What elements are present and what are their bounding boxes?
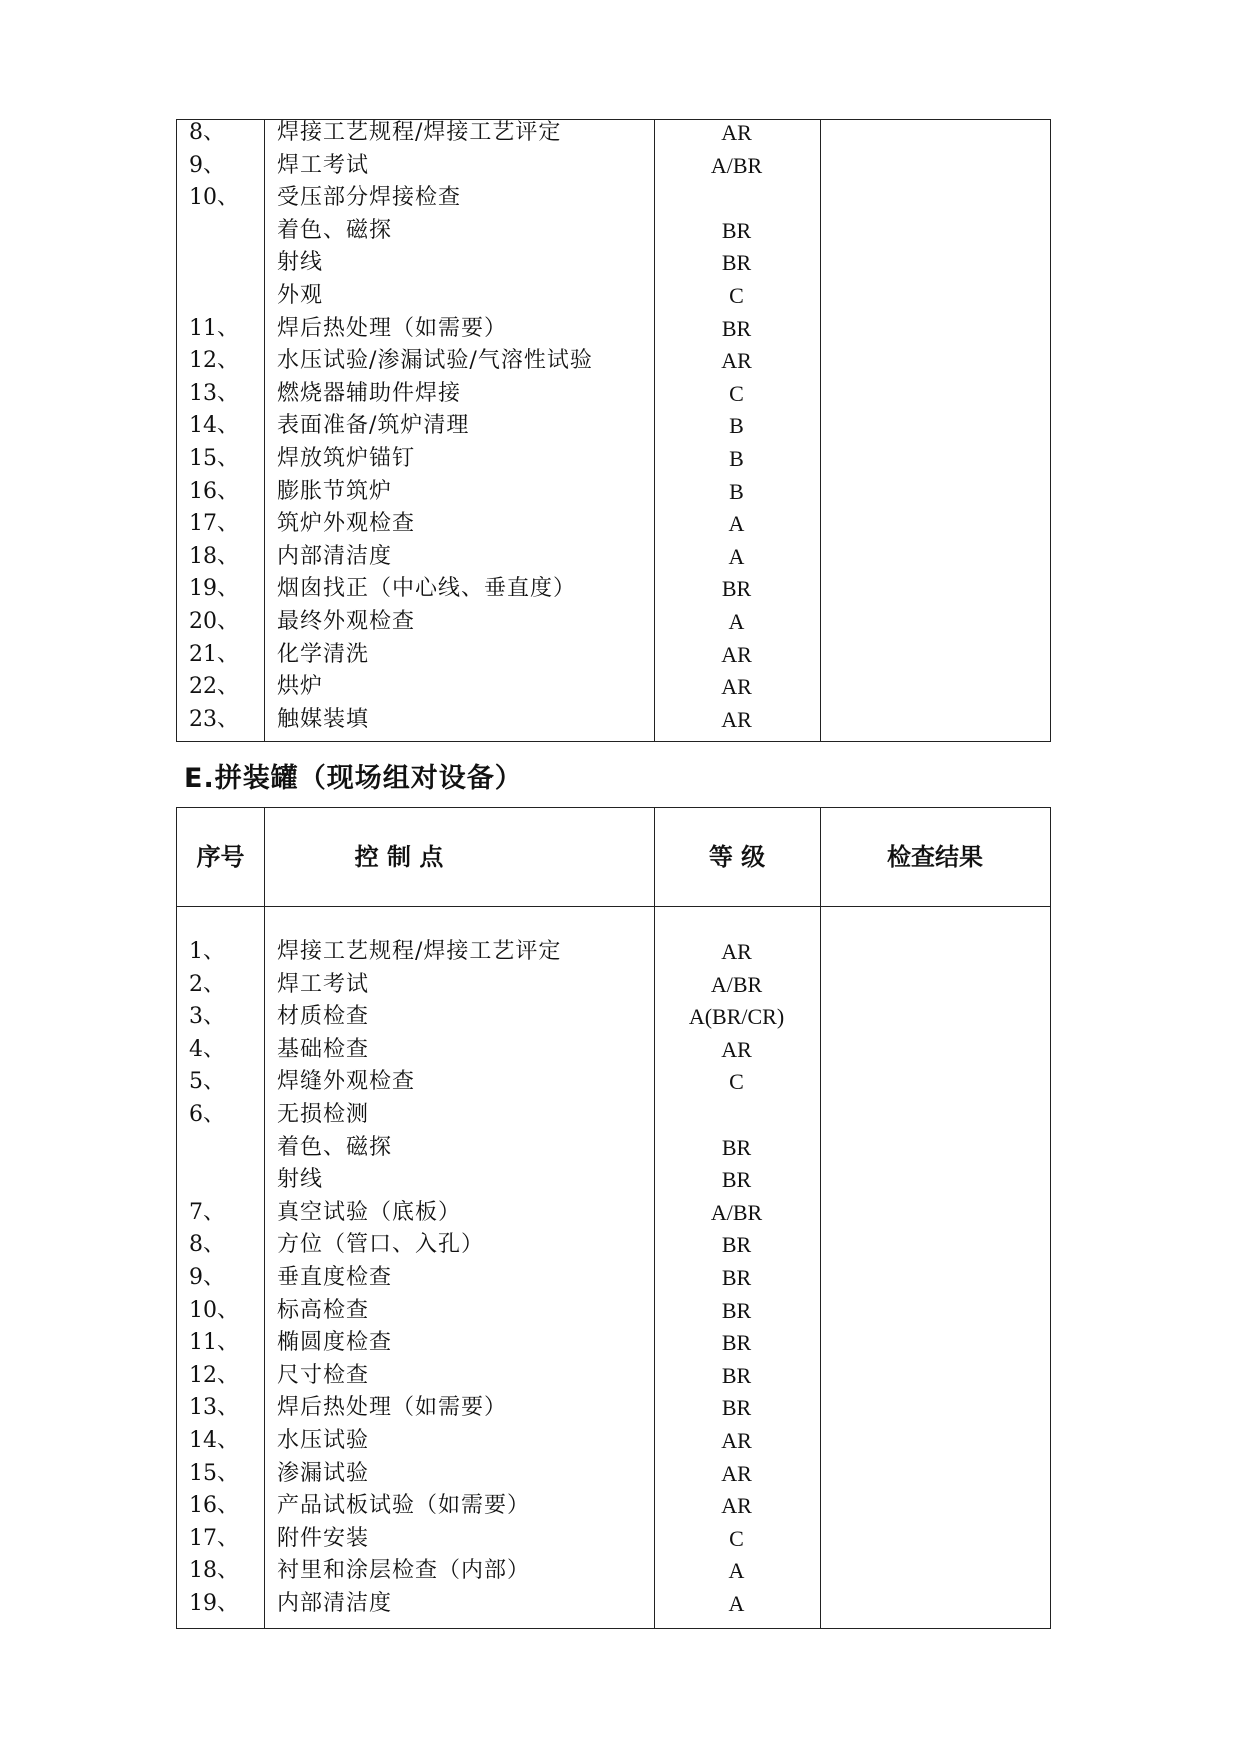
row-control-point: 衬里和涂层检查（内部） bbox=[277, 1558, 531, 1584]
row-grade: A/BR bbox=[710, 971, 763, 997]
row-control-point: 水压试验 bbox=[277, 1428, 370, 1453]
row-number: 5、 bbox=[189, 1069, 225, 1095]
table-row bbox=[177, 1229, 1050, 1262]
row-number: 15、 bbox=[189, 1460, 239, 1486]
row-grade: AR bbox=[721, 674, 752, 700]
row-grade: AR bbox=[721, 706, 752, 732]
table-row bbox=[177, 476, 1050, 509]
row-number: 8、 bbox=[189, 120, 225, 145]
table-row bbox=[177, 1425, 1050, 1458]
table-row bbox=[177, 1490, 1050, 1523]
row-control-point: 化学清洗 bbox=[277, 641, 370, 667]
row-grade: A/BR bbox=[710, 1199, 763, 1225]
row-control-point: 焊工考试 bbox=[277, 152, 370, 178]
row-control-point: 焊后热处理（如需要） bbox=[277, 1395, 508, 1421]
row-grade: BR bbox=[721, 1265, 752, 1290]
row-number: 14、 bbox=[189, 413, 239, 439]
row-control-point: 标高检查 bbox=[277, 1297, 370, 1323]
row-control-point: 椭圆度检查 bbox=[277, 1330, 393, 1356]
row-grade: C bbox=[729, 283, 744, 308]
row-grade: BR bbox=[721, 1362, 752, 1388]
row-grade: BR bbox=[721, 1395, 752, 1421]
row-number: 6、 bbox=[189, 1102, 225, 1127]
table-row bbox=[177, 1132, 1050, 1165]
row-control-point: 筑炉外观检查 bbox=[277, 511, 416, 537]
row-grade: A bbox=[728, 1591, 745, 1616]
row-control-point: 焊放筑炉锚钉 bbox=[277, 446, 416, 471]
table-row bbox=[177, 1066, 1050, 1099]
table-row bbox=[177, 606, 1050, 639]
row-number: 9、 bbox=[189, 152, 225, 178]
row-number: 12、 bbox=[189, 1362, 239, 1388]
row-number: 12、 bbox=[189, 348, 239, 374]
row-grade: AR bbox=[721, 348, 752, 374]
table-row bbox=[177, 573, 1050, 606]
row-control-point: 射线 bbox=[277, 1167, 324, 1193]
row-number: 11、 bbox=[189, 315, 239, 341]
row-number: 8、 bbox=[189, 1232, 225, 1258]
row-grade: AR bbox=[721, 1036, 752, 1062]
row-number: 4、 bbox=[189, 1036, 225, 1062]
table-row bbox=[177, 1360, 1050, 1393]
row-control-point: 表面准备/筑炉清理 bbox=[277, 413, 470, 439]
table-row bbox=[177, 936, 1050, 969]
row-number: 15、 bbox=[189, 446, 239, 471]
row-control-point: 受压部分焊接检查 bbox=[277, 185, 462, 211]
row-number: 23、 bbox=[189, 706, 239, 732]
row-control-point: 焊后热处理（如需要） bbox=[277, 315, 508, 341]
row-grade: AR bbox=[721, 1428, 752, 1453]
row-grade: AR bbox=[721, 641, 752, 667]
table-row bbox=[177, 247, 1050, 280]
row-control-point: 无损检测 bbox=[277, 1102, 370, 1127]
row-grade: BR bbox=[721, 576, 752, 602]
table-row bbox=[177, 1523, 1050, 1556]
table-row bbox=[177, 1034, 1050, 1067]
table-row bbox=[177, 1295, 1050, 1328]
table-row bbox=[177, 1458, 1050, 1491]
table-row bbox=[177, 541, 1050, 574]
row-grade: B bbox=[729, 478, 744, 504]
row-number: 10、 bbox=[189, 185, 239, 211]
row-grade: BR bbox=[721, 1167, 752, 1193]
row-grade: B bbox=[729, 446, 744, 471]
row-control-point: 基础检查 bbox=[277, 1036, 370, 1062]
inspection-table-assembled-tanks bbox=[176, 807, 1051, 1629]
row-grade: BR bbox=[721, 1297, 752, 1323]
row-number: 18、 bbox=[189, 543, 239, 569]
row-number: 13、 bbox=[189, 1395, 239, 1421]
row-control-point: 真空试验（底板） bbox=[277, 1199, 462, 1225]
table-row bbox=[177, 639, 1050, 672]
row-number: 7、 bbox=[189, 1199, 225, 1225]
row-number: 11、 bbox=[189, 1330, 239, 1356]
table-row bbox=[177, 443, 1050, 476]
row-number: 1、 bbox=[189, 939, 225, 964]
row-number: 14、 bbox=[189, 1428, 239, 1453]
table-row bbox=[177, 182, 1050, 215]
row-grade: A/BR bbox=[710, 152, 763, 178]
row-control-point: 烘炉 bbox=[277, 674, 324, 700]
row-grade: BR bbox=[721, 217, 752, 243]
table-row bbox=[177, 117, 1050, 150]
row-number: 17、 bbox=[189, 511, 239, 537]
row-grade: B bbox=[729, 413, 744, 439]
row-control-point: 渗漏试验 bbox=[277, 1460, 370, 1486]
row-number: 17、 bbox=[189, 1525, 239, 1551]
row-grade: BR bbox=[721, 250, 752, 276]
row-control-point: 焊工考试 bbox=[277, 971, 370, 997]
table-row bbox=[177, 969, 1050, 1002]
row-number: 9、 bbox=[189, 1265, 225, 1290]
table-row bbox=[177, 313, 1050, 346]
row-control-point: 水压试验/渗漏试验/气溶性试验 bbox=[277, 348, 593, 374]
table-row bbox=[177, 508, 1050, 541]
row-number: 10、 bbox=[189, 1297, 239, 1323]
row-number: 16、 bbox=[189, 478, 239, 504]
row-number: 21、 bbox=[189, 641, 239, 667]
row-control-point: 触媒装填 bbox=[277, 706, 370, 732]
row-grade: AR bbox=[721, 939, 752, 964]
row-control-point: 着色、磁探 bbox=[277, 1134, 393, 1160]
header-num: 序号 bbox=[196, 843, 245, 871]
row-number: 3、 bbox=[189, 1004, 225, 1030]
table-row bbox=[177, 671, 1050, 704]
row-grade: C bbox=[729, 1525, 744, 1551]
row-control-point: 内部清洁度 bbox=[277, 1591, 393, 1616]
table-row bbox=[177, 1555, 1050, 1588]
inspection-table-continued bbox=[176, 119, 1051, 742]
row-number: 19、 bbox=[189, 576, 239, 602]
row-grade: BR bbox=[721, 1232, 752, 1258]
row-number: 16、 bbox=[189, 1493, 239, 1519]
table-row bbox=[177, 1197, 1050, 1230]
row-grade: A bbox=[728, 511, 745, 537]
row-control-point: 膨胀节筑炉 bbox=[277, 478, 393, 504]
row-grade: A bbox=[728, 609, 745, 634]
table-row bbox=[177, 280, 1050, 313]
table-row bbox=[177, 1099, 1050, 1132]
row-grade: C bbox=[729, 380, 744, 406]
row-grade: A(BR/CR) bbox=[688, 1004, 785, 1030]
table-row bbox=[177, 1001, 1050, 1034]
table-header bbox=[177, 808, 1050, 907]
row-control-point: 附件安装 bbox=[277, 1525, 370, 1551]
row-number: 22、 bbox=[189, 674, 239, 700]
table-row bbox=[177, 1392, 1050, 1425]
table-row bbox=[177, 1262, 1050, 1295]
header-result: 检查结果 bbox=[887, 843, 983, 871]
row-control-point: 外观 bbox=[277, 283, 324, 308]
row-control-point: 射线 bbox=[277, 250, 324, 276]
row-number: 13、 bbox=[189, 380, 239, 406]
table-row bbox=[177, 345, 1050, 378]
row-grade: A bbox=[728, 543, 745, 569]
row-grade: BR bbox=[721, 1330, 752, 1356]
table-row bbox=[177, 378, 1050, 411]
row-grade: BR bbox=[721, 315, 752, 341]
row-control-point: 焊接工艺规程/焊接工艺评定 bbox=[277, 120, 562, 145]
row-control-point: 烟囱找正（中心线、垂直度） bbox=[277, 576, 577, 602]
row-number: 2、 bbox=[189, 971, 225, 997]
table-row bbox=[177, 704, 1050, 737]
row-grade: AR bbox=[721, 1460, 752, 1486]
row-number: 18、 bbox=[189, 1558, 239, 1584]
row-grade: AR bbox=[721, 1493, 752, 1519]
row-control-point: 最终外观检查 bbox=[277, 609, 416, 634]
row-grade: C bbox=[729, 1069, 744, 1095]
row-control-point: 焊接工艺规程/焊接工艺评定 bbox=[277, 939, 562, 964]
table-row bbox=[177, 1588, 1050, 1621]
row-number: 20、 bbox=[189, 609, 239, 634]
table-row bbox=[177, 150, 1050, 183]
row-control-point: 燃烧器辅助件焊接 bbox=[277, 380, 462, 406]
row-grade: AR bbox=[721, 120, 752, 145]
row-control-point: 焊缝外观检查 bbox=[277, 1069, 416, 1095]
row-grade: A bbox=[728, 1558, 745, 1584]
table-row bbox=[177, 410, 1050, 443]
header-grade: 等 级 bbox=[708, 843, 766, 871]
row-control-point: 垂直度检查 bbox=[277, 1265, 393, 1290]
header-item: 控 制 点 bbox=[354, 843, 444, 871]
row-control-point: 着色、磁探 bbox=[277, 217, 393, 243]
row-control-point: 方位（管口、入孔） bbox=[277, 1232, 485, 1258]
table-row bbox=[177, 215, 1050, 248]
table-row bbox=[177, 1327, 1050, 1360]
row-control-point: 内部清洁度 bbox=[277, 543, 393, 569]
row-control-point: 尺寸检查 bbox=[277, 1362, 370, 1388]
row-grade: BR bbox=[721, 1134, 752, 1160]
section-heading: E.拼装罐（现场组对设备） bbox=[184, 763, 523, 794]
row-number: 19、 bbox=[189, 1591, 239, 1616]
table-row bbox=[177, 1164, 1050, 1197]
row-control-point: 材质检查 bbox=[277, 1004, 370, 1030]
row-control-point: 产品试板试验（如需要） bbox=[277, 1493, 531, 1519]
